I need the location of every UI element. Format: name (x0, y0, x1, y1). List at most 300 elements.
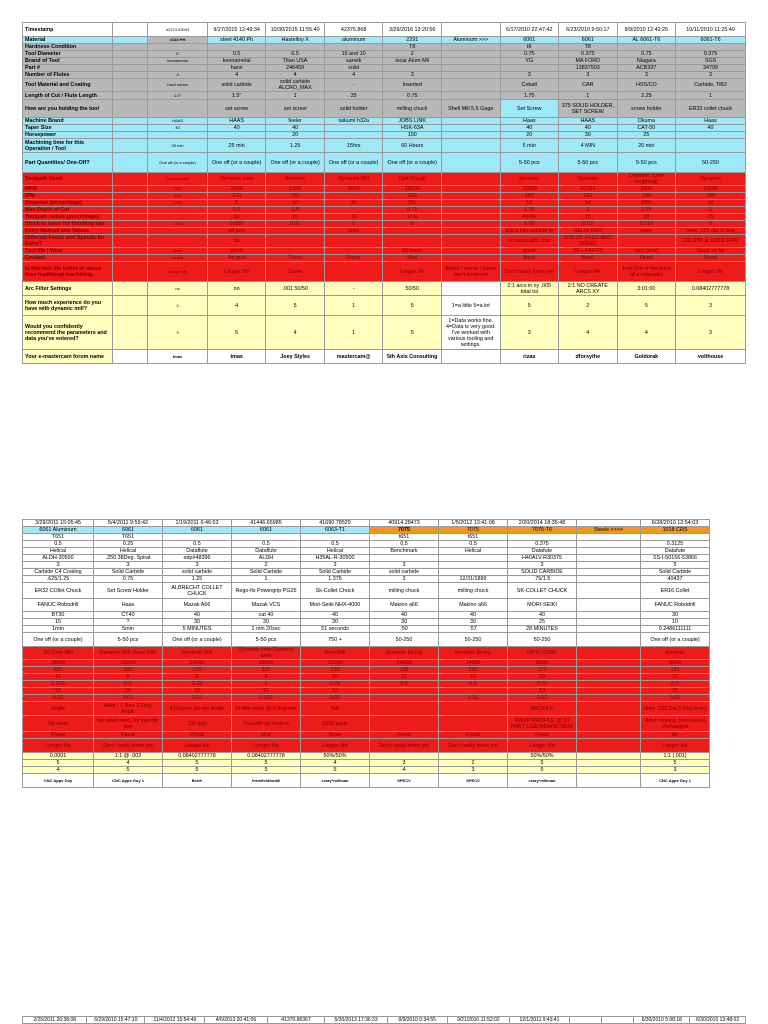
table-cell: Helical (301, 548, 370, 555)
row-label: How much experience do you have with dynamic mill? (23, 296, 113, 316)
table-cell: 0.08402777778 (232, 753, 301, 760)
table-cell: 150 (559, 193, 618, 200)
table-cell: Flood (676, 255, 746, 262)
table-cell (441, 282, 500, 296)
table-cell: 15 (23, 619, 94, 626)
table-cell: 170 (163, 667, 232, 674)
table-cell: One off (or a couple) (23, 633, 94, 647)
table-cell: 8 (94, 674, 163, 681)
table-cell: 10 (641, 674, 710, 681)
table-cell (113, 228, 148, 235)
table-cell: 2 (559, 296, 618, 316)
table-cell: 2500 (207, 186, 266, 193)
table-cell: Helical (94, 548, 163, 555)
table-cell (676, 44, 746, 51)
table-row (23, 599, 710, 612)
table-cell: Inserted (383, 79, 442, 92)
table-cell: BT30 (23, 612, 94, 619)
table-cell: 230 (301, 667, 370, 674)
table-cell: 10% (148, 200, 208, 207)
table-cell (324, 207, 383, 214)
table-cell: Joey Styles (266, 350, 325, 364)
table-cell: 0.08402777778 (163, 753, 232, 760)
table-cell (577, 576, 641, 583)
table-cell: 5min (94, 626, 163, 633)
table-cell: 35 (324, 92, 383, 100)
row-label: Number of Flutes (23, 72, 113, 79)
table-cell: 16 and 10 (324, 51, 383, 58)
table-row (23, 200, 746, 207)
row-label: Part # (23, 65, 113, 72)
table-row (23, 660, 710, 667)
table-cell: 20 (617, 214, 676, 221)
table-cell (113, 282, 148, 296)
table-cell: 4 (266, 72, 325, 79)
table-cell (266, 248, 325, 255)
table-cell: Mazak VCS (232, 599, 301, 612)
table-cell: 5 (207, 316, 266, 350)
table-cell: steel 4140 Ph (207, 37, 266, 44)
table-cell: harvi (207, 65, 266, 72)
table-cell: 5 (383, 296, 442, 316)
table-cell: 0.5 (23, 541, 94, 548)
table-cell: 5 (207, 200, 266, 207)
table-cell (113, 248, 148, 255)
table-cell: Longer life (508, 739, 577, 753)
table-cell: 1.0" (148, 92, 208, 100)
table-cell: 3 (508, 562, 577, 569)
table-cell: 13837503 (559, 65, 618, 72)
table-cell: 6061 (500, 37, 559, 44)
table-cell: 3 (370, 760, 439, 767)
table-cell: Longer life (232, 739, 301, 753)
table-cell (577, 695, 641, 702)
table-cell: 40 (676, 125, 746, 132)
table-cell: 300 (94, 667, 163, 674)
table-cell: H40ALV-R30375 (508, 555, 577, 562)
table-cell: set screw (266, 100, 325, 118)
table-cell: 15 (559, 214, 618, 221)
table-cell: 0.005 (207, 221, 266, 228)
table-cell (676, 139, 746, 153)
table-cell: Hastelloy X (266, 37, 325, 44)
table-cell (113, 350, 148, 364)
table-cell: Carbide C4 Coating (23, 569, 94, 576)
table-cell (577, 739, 641, 753)
table-cell: CAR (559, 79, 618, 92)
table-cell (370, 695, 439, 702)
table-cell (577, 599, 641, 612)
table-cell: 2/25/2011 20:38:08 (23, 1017, 87, 1024)
table-cell: Don't really know yet (370, 739, 439, 753)
table-cell: 100 (383, 132, 442, 139)
table-cell (441, 186, 500, 193)
table-row (23, 139, 746, 153)
table-cell (370, 753, 439, 760)
table-cell: .625/1.25 (23, 576, 94, 583)
table-cell (113, 316, 148, 350)
table-cell (266, 44, 325, 51)
table-cell: 3/29/2016 13:20:56 (383, 23, 442, 37)
row-label: RPM (23, 186, 113, 193)
table-cell: 3 (676, 316, 746, 350)
table-cell: Solid Carbide (641, 569, 710, 576)
row-label: Your e-mastercam forum name (23, 350, 113, 364)
table-cell (441, 125, 500, 132)
table-cell: 40 (207, 125, 266, 132)
table-cell (577, 681, 641, 688)
table-cell: 4 (148, 72, 208, 79)
table-row (23, 58, 746, 65)
table-cell: 5 (301, 767, 370, 774)
table-cell (324, 262, 383, 282)
table-cell: 4 (370, 767, 439, 774)
table-cell: mastercam@ (324, 350, 383, 364)
table-cell: ER32 collet chuck (676, 100, 746, 118)
table-cell: SOLID CARBIDE (508, 569, 577, 576)
table-cell: ALDH (232, 555, 301, 562)
table-cell: No relief (23, 716, 94, 732)
table-cell: 10 (301, 688, 370, 695)
table-cell: 1350 (266, 186, 325, 193)
table-cell: 14000 (439, 660, 508, 667)
table-cell: Helix .125 Dia 5 Deg Entry (641, 702, 710, 716)
table-cell: 2 (383, 51, 442, 58)
table-cell (500, 65, 559, 72)
table-row (23, 132, 746, 139)
table-cell (602, 1017, 634, 1024)
table-cell: Flood (324, 255, 383, 262)
table-cell: 7075-T6 (508, 527, 577, 534)
table-cell: Same (266, 262, 325, 282)
table-cell (113, 173, 148, 186)
table-cell: SPECV (439, 774, 508, 788)
table-cell: 8 (163, 674, 232, 681)
table-cell: Datafute (641, 548, 710, 555)
table-cell: 0.5 (207, 207, 266, 214)
table-cell: Helix (617, 228, 676, 235)
table-cell (441, 58, 500, 65)
table-cell: Mist (383, 255, 442, 262)
table-cell (113, 235, 148, 248)
table-cell: Datafute (508, 548, 577, 555)
top-data-table (22, 22, 746, 364)
table-cell: Longer life (301, 739, 370, 753)
table-cell: ALDH-30500 (23, 555, 94, 562)
table-cell: 8000 (508, 660, 577, 667)
table-cell (577, 732, 641, 739)
row-label: Length of Cut / Flute Length (23, 92, 113, 100)
table-cell: 25 (508, 619, 577, 626)
table-cell: 14000 (370, 660, 439, 667)
table-cell: Mori-Seiki NHX-4000 (301, 599, 370, 612)
table-cell: 5 (23, 760, 94, 767)
table-cell (441, 72, 500, 79)
table-cell: 3 (641, 767, 710, 774)
table-cell (570, 1017, 602, 1024)
row-label: Hardness Condition (23, 44, 113, 51)
table-cell: 1:1 @ .002 (94, 753, 163, 760)
table-cell: 3 (370, 576, 439, 583)
row-label: Stock to leave for finishing ops (23, 221, 113, 228)
table-cell (441, 44, 500, 51)
table-row (23, 350, 746, 364)
table-cell: 5 (266, 296, 325, 316)
table-row (23, 248, 746, 255)
table-cell: 0.005 (232, 695, 301, 702)
table-cell: 5/4/2011 9:59:42 (94, 520, 163, 527)
table-cell: 50% OF FEED AND SPEED (559, 235, 618, 248)
table-cell: aluminum (324, 37, 383, 44)
table-cell (577, 647, 641, 660)
row-label: Material (23, 37, 113, 44)
table-cell: 30 (163, 619, 232, 626)
table-cell: 0.75 (617, 51, 676, 58)
table-row (23, 716, 710, 732)
table-cell: Dynamic (676, 173, 746, 186)
table-row (23, 186, 746, 193)
table-cell: milling chuck (370, 583, 439, 599)
table-cell: SGS (676, 58, 746, 65)
table-cell: 10 (324, 214, 383, 221)
table-cell (577, 667, 641, 674)
table-cell (577, 660, 641, 667)
table-cell: 5/30/2013 17:36:33 (325, 1017, 387, 1024)
table-cell (266, 228, 325, 235)
table-cell (113, 296, 148, 316)
table-cell: 5 (163, 760, 232, 767)
table-cell: 20 hours (383, 248, 442, 255)
table-cell: 8 (232, 674, 301, 681)
table-cell (113, 51, 148, 58)
table-cell: One off (or a couple) (207, 153, 266, 173)
table-cell: solid carbide ALCRO_MAX (266, 79, 325, 92)
table-cell: 0.5 (439, 541, 508, 548)
table-cell: 6061 (94, 527, 163, 534)
table-cell: solid carbide (163, 569, 232, 576)
table-cell (148, 44, 208, 51)
row-label: Machining time for this Operation / Tool (23, 139, 113, 153)
table-cell: no need with core (500, 235, 559, 248)
table-cell: 0.5 (163, 541, 232, 548)
table-cell (441, 153, 500, 173)
table-cell: 50/50 (383, 282, 442, 296)
table-cell (370, 716, 439, 732)
table-cell: 1=Data works fine. 4=Data is very good. I've worked with various tooling and settings. (441, 316, 500, 350)
table-row (23, 767, 710, 774)
table-cell: 5 (617, 296, 676, 316)
table-cell: 6/30/2010 13:48:02 (690, 1017, 746, 1024)
table-row (23, 23, 746, 37)
table-row (23, 282, 746, 296)
table-cell (439, 716, 508, 732)
table-cell: 4 (207, 296, 266, 316)
row-label: Horsepower (23, 132, 113, 139)
table-cell: HELIX RAD (559, 228, 618, 235)
table-cell: 177 (508, 667, 577, 674)
table-cell: 6/29/2010 15:47:10 (87, 1017, 145, 1024)
row-label: Toolpath Used (23, 173, 113, 186)
row-label: How are you holding the tool (23, 100, 113, 118)
table-cell: 10000 (676, 186, 746, 193)
table-cell: Steels >>>> (577, 527, 641, 534)
table-cell: Longer life (676, 262, 746, 282)
table-cell: 160 (439, 667, 508, 674)
table-cell: Solid Carbide (94, 569, 163, 576)
table-cell: 40 (500, 125, 559, 132)
table-cell: Dynamic Mill (Area Mill) (94, 647, 163, 660)
table-cell: 4 (266, 316, 325, 350)
table-cell: 5-50 pcs (500, 153, 559, 173)
table-cell (641, 534, 710, 541)
table-cell: 3 (383, 72, 442, 79)
table-cell: Tool will not feature (232, 716, 301, 732)
table-cell (148, 207, 208, 214)
table-cell: Flood (439, 732, 508, 739)
table-cell: 25 min (207, 139, 266, 153)
table-cell: 1 (232, 681, 301, 688)
table-cell (577, 774, 641, 788)
table-cell: 1.75 (500, 92, 559, 100)
table-cell (441, 200, 500, 207)
table-cell (383, 235, 442, 248)
table-cell (148, 228, 208, 235)
table-cell: 12000 (94, 660, 163, 667)
table-cell: 5 (148, 316, 208, 350)
table-cell: 1min (23, 626, 94, 633)
table-cell: One off (or a couple) (266, 153, 325, 173)
table-cell: great (500, 248, 559, 255)
table-row (23, 100, 746, 118)
table-cell: 0.75 (94, 576, 163, 583)
table-cell: 20 min (617, 139, 676, 153)
table-cell: 10/11/2010 11:25:49 (676, 23, 746, 37)
table-cell: 2291 (383, 37, 442, 44)
table-cell: :57 (439, 626, 508, 633)
table-cell: Solid Carbide (301, 569, 370, 576)
table-cell: kennametal (207, 58, 266, 65)
table-row (23, 626, 710, 633)
table-cell: 3800 (617, 186, 676, 193)
table-row (23, 79, 746, 92)
row-label: Coolant (23, 255, 113, 262)
table-cell: MA FORD (559, 58, 618, 65)
table-row (23, 534, 710, 541)
row-label: Arc Filter Settings (23, 282, 113, 296)
table-row (23, 51, 746, 58)
table-cell: 60 Hours (383, 139, 442, 153)
table-cell: 2:1 arcs in xy .005 total tol (500, 282, 559, 296)
table-row (23, 296, 746, 316)
table-cell: 5 MINUTES (163, 626, 232, 633)
table-cell: helix (324, 228, 383, 235)
table-cell: dforsythe (559, 350, 618, 364)
table-cell (113, 92, 148, 100)
table-cell: Rego-fix Powergrip PG25 (232, 583, 301, 599)
row-label: IPM (23, 193, 113, 200)
table-cell: 3:01:00 (617, 282, 676, 296)
table-cell: Iscar Alum-Mil (383, 58, 442, 65)
table-cell (370, 688, 439, 695)
table-cell: ER16 Collet (641, 583, 710, 599)
table-cell: Longer life (148, 262, 208, 282)
row-label: Different Feeds and Speeds for Entry? (23, 235, 113, 248)
table-cell: milling chuck (383, 100, 442, 118)
table-cell: HAAS (559, 118, 618, 125)
table-row (23, 118, 746, 125)
table-cell (370, 702, 439, 716)
table-cell: Sk-Collet Chuck (301, 583, 370, 599)
table-cell: 5 (641, 562, 710, 569)
table-cell: One off (or a couple) (148, 153, 208, 173)
table-cell (113, 214, 148, 221)
table-cell: 0.01 (23, 695, 94, 702)
table-cell: 5th Axis Consulting (383, 350, 442, 364)
table-cell: Haas (676, 118, 746, 125)
table-cell (577, 716, 641, 732)
table-cell: 10 (500, 200, 559, 207)
table-cell: 40914.28473 (370, 520, 439, 527)
table-cell: crazy*millman (301, 774, 370, 788)
table-cell (441, 255, 500, 262)
table-cell: Helical (23, 548, 94, 555)
table-cell: T8 (383, 44, 442, 51)
table-cell: HSK-63A (383, 125, 442, 132)
table-cell: Solid Carbide (232, 569, 301, 576)
table-cell: 4140 PH (148, 37, 208, 44)
table-row (23, 527, 710, 534)
table-cell: 6061 (559, 37, 618, 44)
table-cell (577, 619, 641, 626)
table-cell: Opti-Rough (383, 173, 442, 186)
table-cell: Better / worse / same don't know yet (441, 262, 500, 282)
table-cell: Dynamic (559, 173, 618, 186)
table-cell: 6061 (163, 527, 232, 534)
table-cell (439, 562, 508, 569)
table-cell: 180 (676, 193, 746, 200)
table-row (23, 583, 710, 599)
table-cell: 3 (94, 562, 163, 569)
table-cell: 3 (676, 296, 746, 316)
table-cell: dynamic facing (370, 647, 439, 660)
row-label: Machine Brand (23, 118, 113, 125)
table-row (23, 548, 710, 555)
table-cell (441, 23, 500, 37)
table-cell: ER32 COllet Chuck (23, 583, 94, 599)
table-cell: 12/1/2011 9:43:41 (509, 1017, 569, 1024)
table-cell: 6/30/2010 5:08:18 (634, 1017, 690, 1024)
table-cell: 30 (439, 619, 508, 626)
table-cell (113, 193, 148, 200)
table-cell: no (207, 235, 266, 248)
table-cell: Haas (94, 599, 163, 612)
table-cell: 3 (617, 72, 676, 79)
table-row (23, 541, 710, 548)
table-row (23, 221, 746, 228)
table-cell (441, 65, 500, 72)
table-cell: good (148, 248, 208, 255)
table-cell: solid carbide (207, 79, 266, 92)
table-cell: 20 (266, 193, 325, 200)
table-cell (577, 688, 641, 695)
table-cell: 0.01 (163, 695, 232, 702)
table-cell: 2.25 (617, 207, 676, 214)
table-cell: solid carbide (370, 569, 439, 576)
table-cell: 3 (163, 562, 232, 569)
table-row (23, 262, 746, 282)
table-row (23, 760, 710, 767)
table-cell: 1 (676, 207, 746, 214)
